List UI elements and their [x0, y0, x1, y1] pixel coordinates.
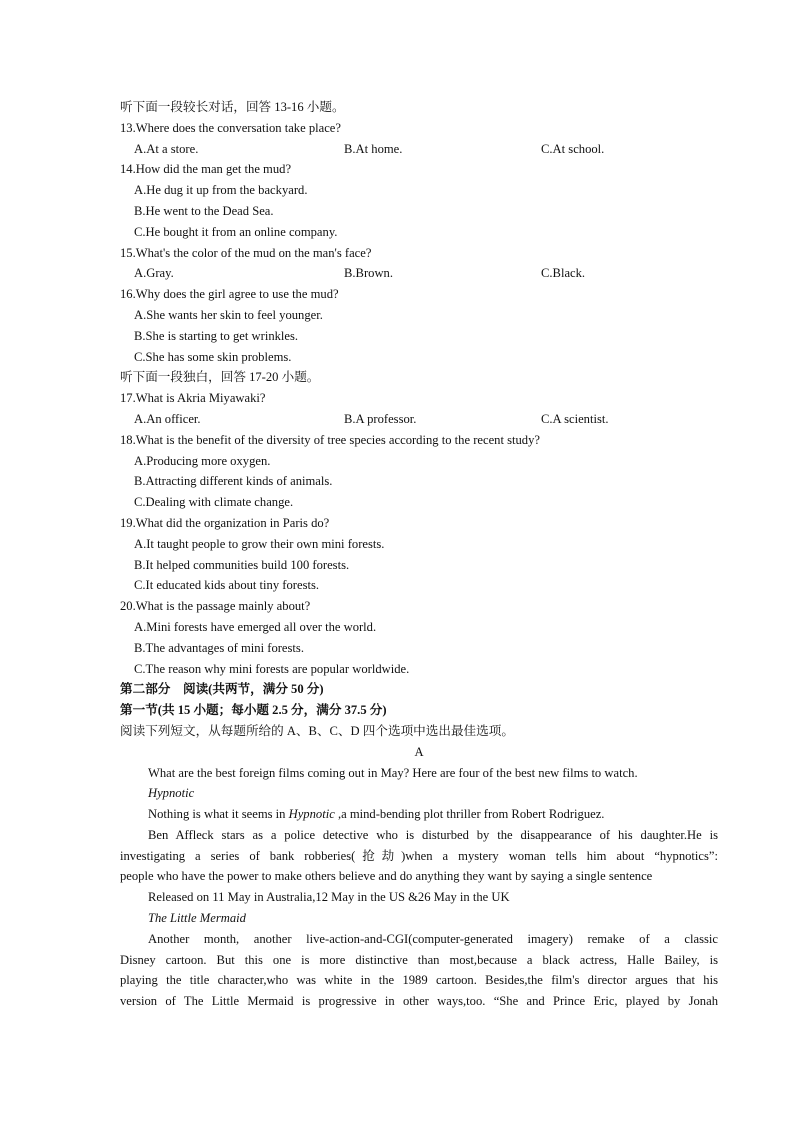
film-hypnotic-summary: [120, 804, 718, 825]
question-14-stem: 14.How did the man get the mud?: [120, 162, 292, 177]
summary-text-start: Nothing is what it seems in: [148, 807, 289, 822]
exam-page: [120, 97, 718, 1012]
summary-text-end: ,a mind-bending plot thriller from Robert Rodriguez.: [334, 807, 605, 822]
listening-instruction-17-20: 听下面一段独白，回答 17-20 小题。: [120, 370, 320, 385]
question-19-option-c: C.It educated kids about tiny forests.: [134, 578, 320, 593]
film-hypnotic-plot-line-1: Ben Affleck stars as a police detective who is disturbed by the disappearance of his daughter.He is: [148, 827, 718, 842]
question-18-option-c: C.Dealing with climate change.: [134, 495, 294, 510]
question-17-stem: 17.What is Akria Miyawaki?: [120, 391, 266, 406]
question-14-option-b: B.He went to the Dead Sea.: [134, 203, 274, 218]
question-18-stem: 18.What is the benefit of the diversity of tree species according to the recent study?: [120, 432, 540, 447]
question-17-options: [120, 409, 718, 430]
film-hypnotic-plot-line-2: investigating a series of bank robberies(抢劫)when a mystery woman tells him about “hypnotics”:: [120, 848, 718, 863]
reading-part-title: 第二部分 阅读(共两节，满分 50 分): [120, 682, 324, 697]
question-20-option-c: C.The reason why mini forests are popular worldwide.: [134, 661, 410, 676]
question-16-option-c: C.She has some skin problems.: [134, 349, 292, 364]
question-18-option-b: B.Attracting different kinds of animals.: [134, 474, 333, 489]
question-14-option-c: C.He bought it from an online company.: [134, 224, 338, 239]
question-16-option-b: B.She is starting to get wrinkles.: [134, 328, 299, 343]
question-19-option-a: A.It taught people to grow their own mini forests.: [134, 536, 385, 551]
question-17-option-c: C.A scientist.: [541, 411, 609, 426]
passage-intro: What are the best foreign films coming out in May? Here are four of the best new films to watch.: [148, 765, 638, 780]
question-16-option-a: A.She wants her skin to feel younger.: [134, 307, 323, 322]
question-15-options: [120, 263, 718, 284]
film-mermaid-line-3: playing the title character,who was white in the 1989 cartoon. Besides,the film's director argues that his: [120, 973, 718, 988]
reading-instruction: 阅读下列短文，从每题所给的 A、B、C、D 四个选项中选出最佳选项。: [120, 723, 514, 738]
question-15-option-c: C.Black.: [541, 266, 586, 281]
question-20-option-a: A.Mini forests have emerged all over the world.: [134, 619, 377, 634]
film-mermaid-line-1: Another month, another live-action-and-CGI(computer-generated imagery) remake of a classic: [148, 931, 718, 946]
question-13-option-a: A.At a store.: [134, 141, 199, 156]
question-13-option-c: C.At school.: [541, 141, 605, 156]
reading-section-title: 第一节(共 15 小题；每小题 2.5 分，满分 37.5 分): [120, 703, 387, 718]
film-title-hypnotic: Hypnotic: [148, 786, 195, 801]
passage-label: A: [414, 744, 424, 759]
film-mermaid-line-2: Disney cartoon. But this one is more distinctive than most,because a black actress, Halle Bailey, is: [120, 952, 718, 967]
film-hypnotic-plot-line-3: people who have the power to make others believe and do anything they want by saying a single sentence: [120, 869, 653, 884]
question-20-option-b: B.The advantages of mini forests.: [134, 640, 304, 655]
question-19-option-b: B.It helped communities build 100 forests.: [134, 557, 350, 572]
question-17-option-b: B.A professor.: [344, 411, 417, 426]
question-15-option-a: A.Gray.: [134, 266, 174, 281]
summary-film-name: Hypnotic: [288, 807, 335, 822]
question-20-stem: 20.What is the passage mainly about?: [120, 599, 311, 614]
film-hypnotic-release: Released on 11 May in Australia,12 May in the US &26 May in the UK: [148, 890, 510, 905]
question-18-option-a: A.Producing more oxygen.: [134, 453, 271, 468]
film-title-little-mermaid: The Little Mermaid: [148, 911, 246, 926]
question-15-stem: 15.What's the color of the mud on the man's face?: [120, 245, 372, 260]
question-13-stem: 13.Where does the conversation take place?: [120, 120, 341, 135]
listening-instruction-13-16: 听下面一段较长对话，回答 13-16 小题。: [120, 100, 345, 114]
question-14-option-a: A.He dug it up from the backyard.: [134, 183, 308, 198]
question-16-stem: 16.Why does the girl agree to use the mud?: [120, 287, 339, 302]
question-19-stem: 19.What did the organization in Paris do?: [120, 515, 330, 530]
question-15-option-b: B.Brown.: [344, 266, 393, 281]
question-17-option-a: A.An officer.: [134, 411, 201, 426]
question-13-options: [120, 139, 718, 160]
question-13-option-b: B.At home.: [344, 141, 403, 156]
film-mermaid-line-4: version of The Little Mermaid is progressive in other ways,too. “She and Prince Eric, played by Jonah: [120, 994, 718, 1009]
